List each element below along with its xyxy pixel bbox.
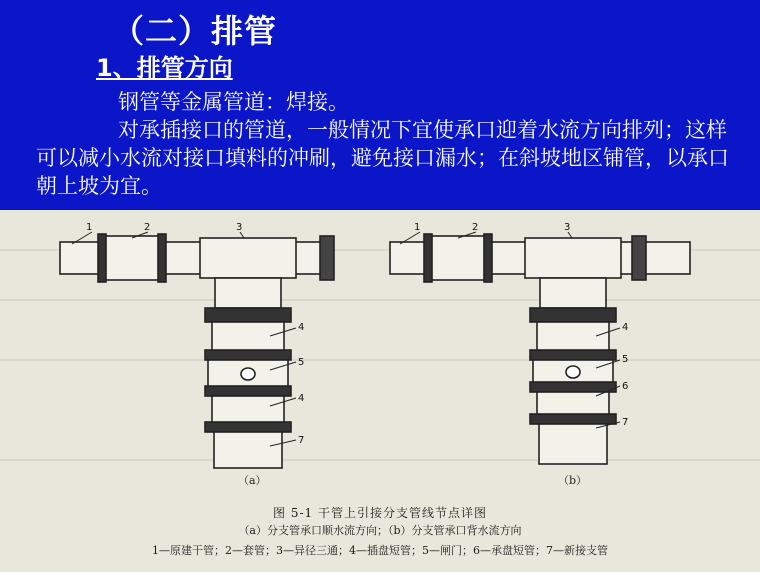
label-a-4b: 4 bbox=[298, 393, 305, 404]
label-a-2: 2 bbox=[144, 222, 151, 233]
tee-a bbox=[200, 238, 296, 278]
label-b-5: 5 bbox=[622, 354, 629, 365]
body-text bbox=[36, 88, 736, 200]
section-heading: 1、排管方向 bbox=[96, 54, 233, 82]
figure-title: 图 5-1 干管上引接分支管线节点详图 bbox=[273, 506, 487, 520]
branch-pipe-b bbox=[539, 424, 607, 464]
slide-title: （二）排管 bbox=[112, 12, 278, 50]
figure-legend: 1—原建干管；2—套管；3—异径三通；4—插盘短管；5—闸门；6—承盘短管；7—新接支管 bbox=[152, 544, 608, 557]
paragraph-welding: 钢管等金属管道：焊接。 bbox=[118, 90, 349, 114]
label-a-4: 4 bbox=[298, 322, 305, 333]
label-a-3: 3 bbox=[236, 222, 243, 233]
label-a-7: 7 bbox=[298, 435, 305, 446]
diagram-b bbox=[390, 234, 690, 464]
label-a-1: 1 bbox=[86, 222, 93, 233]
paragraph-socket-direction: 对承插接口的管道，一般情况下宜使承口迎着水流方向排列；这样可以减小水流对接口填料的冲刷，避免接口漏水；在斜坡地区铺管，以承口朝上坡为宜。 bbox=[36, 118, 729, 198]
label-b: （b） bbox=[558, 474, 588, 487]
sleeve-a bbox=[104, 236, 160, 280]
label-a-5: 5 bbox=[298, 357, 305, 368]
pipe-joint-figure bbox=[0, 210, 760, 572]
sleeve-b bbox=[430, 236, 486, 280]
figure-subtitle: （a）分支管承口顺水流方向；（b）分支管承口背水流方向 bbox=[238, 524, 522, 537]
label-b-6: 6 bbox=[622, 381, 629, 392]
label-b-3: 3 bbox=[564, 222, 571, 233]
label-b-2: 2 bbox=[472, 222, 479, 233]
title-banner bbox=[0, 0, 760, 210]
diagram-a bbox=[60, 234, 334, 468]
branch-pipe-a bbox=[214, 432, 282, 468]
label-b-7: 7 bbox=[622, 417, 629, 428]
tee-b bbox=[525, 238, 621, 278]
label-b-4: 4 bbox=[622, 322, 629, 333]
label-b-1: 1 bbox=[414, 222, 421, 233]
label-a: （a） bbox=[238, 474, 267, 487]
